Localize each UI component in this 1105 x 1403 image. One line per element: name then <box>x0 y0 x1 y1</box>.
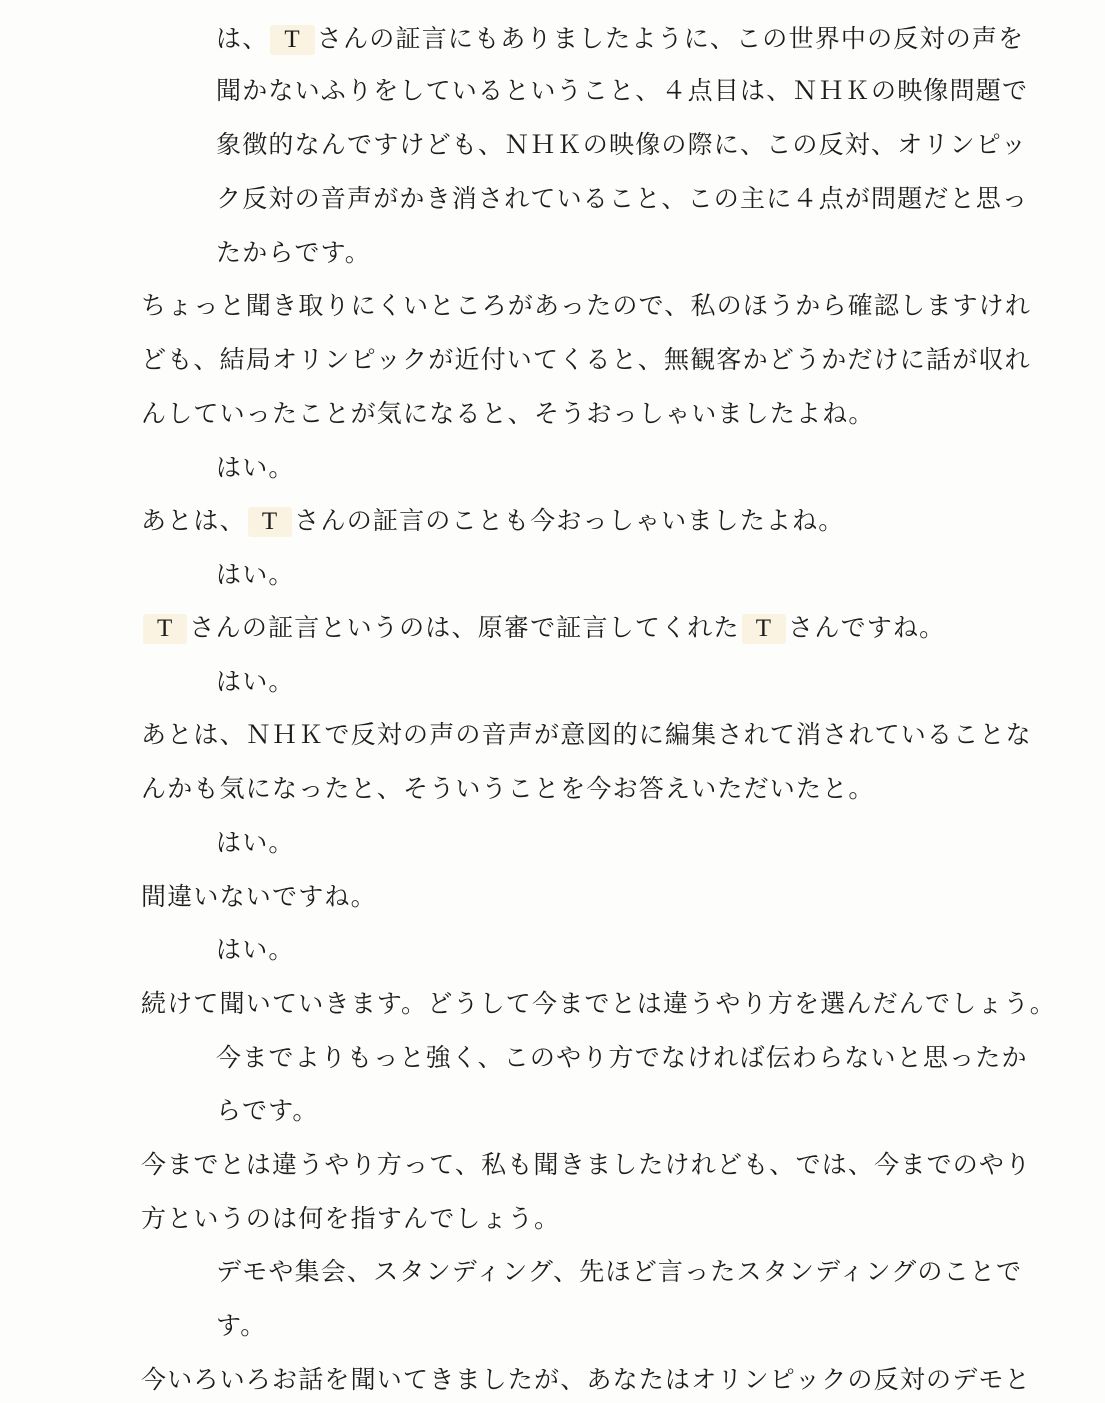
answer-line <box>216 935 295 965</box>
line-text: はい。 <box>216 935 295 964</box>
line-text: 続けて聞いていきます。どうして今までとは違うやり方を選んだんでしょう。 <box>141 989 1057 1018</box>
line-text: さんの証言にもありましたように、この世界中の反対の声を <box>316 24 1025 53</box>
answer-line <box>216 667 295 697</box>
answer-line <box>216 130 1027 160</box>
line-text: 方というのは何を指すんでしょう。 <box>141 1204 561 1233</box>
line-text: 象徴的なんですけども、ＮＨＫの映像の際に、この反対、オリンピッ <box>216 130 1028 159</box>
line-text: んしていったことが気になると、そうおっしゃいましたよね。 <box>141 399 875 428</box>
line-text: す。 <box>216 1311 267 1340</box>
question-line <box>141 720 1032 750</box>
line-text: たからです。 <box>216 238 371 267</box>
redacted-name-mark: T <box>248 507 292 537</box>
line-text: 今までよりもっと強く、このやり方でなければ伝わらないと思ったか <box>216 1043 1028 1072</box>
line-text: 今いろいろお話を聞いてきましたが、あなたはオリンピックの反対のデモと <box>141 1365 1031 1394</box>
redacted-name-mark: T <box>143 614 187 644</box>
question-line <box>141 506 845 537</box>
question-line <box>141 291 1031 321</box>
line-text: はい。 <box>216 453 295 482</box>
answer-line <box>216 184 1028 214</box>
line-text: 間違いないですね。 <box>141 882 377 911</box>
line-text: ども、結局オリンピックが近付いてくると、無観客かどうかだけに話が収れ <box>141 345 1031 374</box>
question-line <box>141 1365 1031 1395</box>
question-line <box>141 345 1031 375</box>
line-text: 今までとは違うやり方って、私も聞きましたけれども、では、今までのやり <box>141 1150 1032 1179</box>
answer-line <box>216 1043 1028 1073</box>
redacted-name-mark: T <box>742 614 786 644</box>
question-line <box>141 882 377 912</box>
line-text: はい。 <box>216 667 295 696</box>
line-text: らです。 <box>216 1096 319 1125</box>
answer-line <box>216 24 1024 55</box>
line-text: ちょっと聞き取りにくいところがあったので、私のほうから確認しますけれ <box>141 291 1032 320</box>
line-text: んかも気になったと、そういうことを今お答えいただいたと。 <box>141 774 875 803</box>
answer-line <box>216 560 295 590</box>
question-line <box>141 1150 1031 1180</box>
question-line <box>141 613 945 644</box>
answer-line <box>216 453 295 483</box>
line-text: はい。 <box>216 828 295 857</box>
answer-line <box>216 238 371 268</box>
answer-line <box>216 76 1028 106</box>
line-text: はい。 <box>216 560 295 589</box>
redacted-name-mark: T <box>270 25 314 55</box>
line-text: は、 <box>216 24 269 53</box>
line-text: さんですね。 <box>788 613 946 642</box>
line-text: さんの証言のことも今おっしゃいましたよね。 <box>294 506 845 535</box>
question-line <box>141 1204 560 1234</box>
line-text: ク反対の音声がかき消されていること、この主に４点が問題だと思っ <box>216 184 1029 213</box>
line-text: さんの証言というのは、原審で証言してくれた <box>189 613 740 642</box>
line-text: デモや集会、スタンディング、先ほど言ったスタンディングのことで <box>216 1257 1023 1286</box>
question-line <box>141 774 875 804</box>
line-text: あとは、ＮＨＫで反対の声の音声が意図的に編集されて消されていることな <box>141 720 1032 749</box>
line-text: 聞かないふりをしているということ、４点目は、ＮＨＫの映像問題で <box>216 76 1029 105</box>
line-text: あとは、 <box>141 506 246 535</box>
answer-line <box>216 1311 266 1341</box>
question-line <box>141 399 875 429</box>
answer-line <box>216 1257 1022 1287</box>
answer-line <box>216 1096 319 1126</box>
answer-line <box>216 828 295 858</box>
question-line <box>141 989 1056 1019</box>
